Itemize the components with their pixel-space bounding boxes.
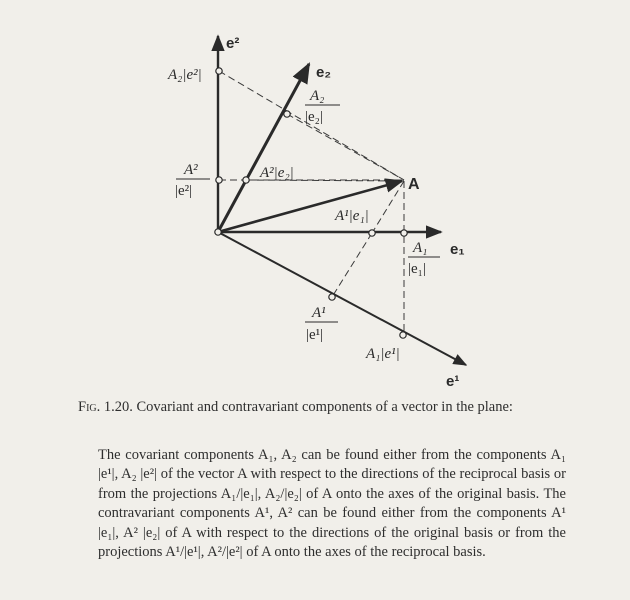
figure-number: Fig. 1.20. (78, 399, 133, 415)
label-A2up-over-e2up (175, 162, 210, 199)
label-A1up-over-e1up-num: A¹ (312, 305, 326, 321)
label-A2-e2up: A₂|e²| (168, 67, 202, 83)
label-A2up-e2: A²|e₂| (260, 165, 294, 181)
axis-e-sup1 (218, 232, 466, 365)
point-A1-over-e1 (401, 230, 407, 236)
label-A2-over-e2-den: |e₂| (305, 109, 323, 125)
point-A1upe1 (369, 230, 375, 236)
label-e-sup2: e² (226, 35, 240, 52)
label-A1-e1up: A₁|e¹| (366, 346, 400, 362)
label-e-sup1: e¹ (446, 373, 460, 390)
label-e-sub2: e₂ (316, 64, 332, 81)
label-A1up-over-e1up (305, 305, 338, 343)
label-A1-over-e1-num: A₁ (413, 240, 428, 256)
point-A2upe2up (216, 177, 222, 183)
figure-caption (78, 398, 566, 417)
point-A1up-over-e1up (329, 294, 335, 300)
label-e-sub1: e₁ (450, 241, 465, 258)
label-vector-A: A (408, 176, 420, 193)
point-A2e2up (216, 68, 222, 74)
vector-A (218, 181, 402, 232)
label-A1up-e1: A¹|e₁| (335, 208, 369, 224)
dash-A1upe1-to-A1upe1up (332, 233, 372, 297)
label-A1-over-e1-den: |e₁| (408, 261, 426, 277)
label-A1-over-e1 (408, 240, 440, 277)
label-A2up-over-e2up-num: A² (184, 162, 198, 178)
label-A1up-over-e1up-den: |e¹| (306, 327, 324, 343)
explanation-paragraph: The covariant components A₁, A₂ can be found either from the components A₁ |e¹|, A₂ |e²| of the vector A with respect to the directions of the reciprocal basis or from the projections A₁/|e₁|, A₂/|e₂| of A onto the axes of the original basis. The contravariant components A¹, A² can be found either from the components A¹ |e₁|, A² |e₂| of A with respect to the directions of the original basis or from the projections A¹/|e¹|, A²/|e²| of A onto the axes of the reciprocal basis. (98, 447, 566, 561)
label-A2up-over-e2up-den: |e²| (175, 183, 193, 199)
label-A2-over-e2-num: A₂ (310, 88, 325, 104)
point-A2-over-e2 (284, 111, 290, 117)
axis-e-sub2 (218, 64, 309, 232)
point-origin (215, 229, 221, 235)
label-A2-over-e2 (305, 88, 340, 125)
point-A2upe2 (243, 177, 249, 183)
point-A1e1up (400, 332, 406, 338)
caption-text: Covariant and contravariant components of a vector in the plane: (136, 399, 513, 415)
